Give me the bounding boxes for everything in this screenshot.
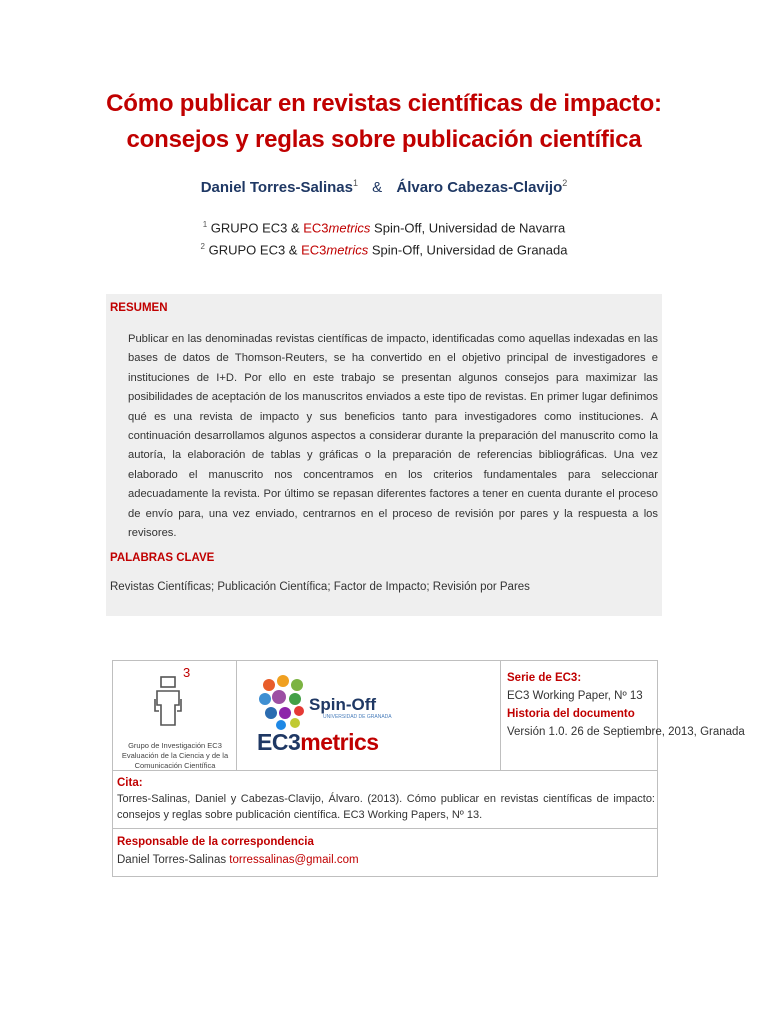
resp-line xyxy=(117,851,657,869)
ec3-logo-caption: Grupo de Investigación EC3 Evaluación de la Ciencia y de la Comunicación Científica xyxy=(121,741,229,770)
title-line-1: Cómo publicar en revistas científicas de impacto: xyxy=(106,90,662,117)
historia-label: Historia del documento xyxy=(507,708,635,720)
abstract-panel xyxy=(106,294,662,616)
author-1-sup: 1 xyxy=(352,178,358,188)
ec3metrics-logo-cell xyxy=(237,661,501,771)
serie-label: Serie de EC3: xyxy=(507,672,582,684)
ec3-group-logo-cell xyxy=(113,661,237,771)
abstract-label: RESUMEN xyxy=(110,302,168,314)
affiliation-2-suffix: Spin-Off, Universidad de Granada xyxy=(368,242,568,258)
author-2-sup: 2 xyxy=(562,178,568,188)
spinoff-sublabel: UNIVERSIDAD DE GRANADA xyxy=(323,714,392,720)
correspondence-cell xyxy=(113,829,657,876)
affiliation-1 xyxy=(0,220,768,235)
ec3metrics-a: EC3 xyxy=(257,729,301,755)
resp-label: Responsable de la correspondencia xyxy=(117,836,314,848)
affiliation-1-sup: 1 xyxy=(202,220,208,229)
ec3metrics-wordmark xyxy=(257,729,379,756)
author-2: Álvaro Cabezas-Clavijo xyxy=(396,179,563,196)
spinoff-label: Spin-Off xyxy=(309,695,377,714)
affiliation-1-brand-a: EC3 xyxy=(303,220,329,236)
affiliation-2-prefix: GRUPO EC3 & xyxy=(208,242,302,258)
serie-value: EC3 Working Paper, Nº 13 xyxy=(507,690,643,702)
affiliation-2 xyxy=(0,242,768,257)
affiliation-1-brand-b: metrics xyxy=(328,220,371,236)
affiliation-2-brand-a: EC3 xyxy=(301,242,327,258)
resp-email-link[interactable]: torressalinas@gmail.com xyxy=(229,854,359,866)
ec3-group-logo-icon xyxy=(113,661,237,741)
title-line-2: consejos y reglas sobre publicación científica xyxy=(126,126,642,153)
keywords-label: PALABRAS CLAVE xyxy=(110,552,215,564)
affiliation-2-sup: 2 xyxy=(200,242,205,251)
cita-label: Cita: xyxy=(117,777,143,789)
abstract-text: Publicar en las denominadas revistas científicas de impacto, identificadas como aquellas indexadas en las bases de datos de Thomson-Reuters, se ha convertido en el objetivo principal de investigadores e instituciones de I+D. Por ello en este trabajo se presentan algunos consejos para maximizar las posibilidades de aceptación de los manuscritos enviados a este tipo de revistas. En primer lugar definimos qué es una revista de impacto y sus beneficios tanto para investigadores como instituciones. A continuación desarrollamos algunos aspectos a considerar durante la preparación del manuscrito como la autoría, la elaboración de tablas y gráficas o la preparación de referencias bibliográficas. Una vez elaborado el manuscrito nos concentramos en los criterios fundamentales para seleccionar adecuadamente la revista. Por último se repasan diferentes factores a tener en cuenta durante el proceso de envío para, una vez enviado, centrarnos en el proceso de revisión por pares y la respuesta a los revisores. xyxy=(128,333,658,540)
document-info-table xyxy=(112,660,745,877)
ec3-logo-number: 3 xyxy=(183,665,191,680)
resp-name: Daniel Torres-Salinas xyxy=(117,854,230,866)
author-line xyxy=(0,178,768,196)
keywords-text: Revistas Científicas; Publicación Científica; Factor de Impacto; Revisión por Pares xyxy=(110,581,530,593)
historia-value: Versión 1.0. 26 de Septiembre, 2013, Granada xyxy=(507,726,745,738)
affiliation-1-prefix: GRUPO EC3 & xyxy=(210,220,304,236)
paper-title xyxy=(40,86,728,158)
cita-text: Torres-Salinas, Daniel y Cabezas-Clavijo, Álvaro. (2013). Cómo publicar en revistas científicas de impacto: consejos y reglas sobre publicación científica. EC3 Working Papers, Nº 13. xyxy=(117,793,655,821)
series-info-cell xyxy=(501,661,745,771)
ec3metrics-b: metrics xyxy=(300,729,379,755)
author-separator: & xyxy=(372,179,383,196)
affiliation-2-brand-b: metrics xyxy=(326,242,369,258)
affiliation-1-suffix: Spin-Off, Universidad de Navarra xyxy=(370,220,566,236)
author-1: Daniel Torres-Salinas xyxy=(200,179,353,196)
citation-cell xyxy=(113,771,657,829)
